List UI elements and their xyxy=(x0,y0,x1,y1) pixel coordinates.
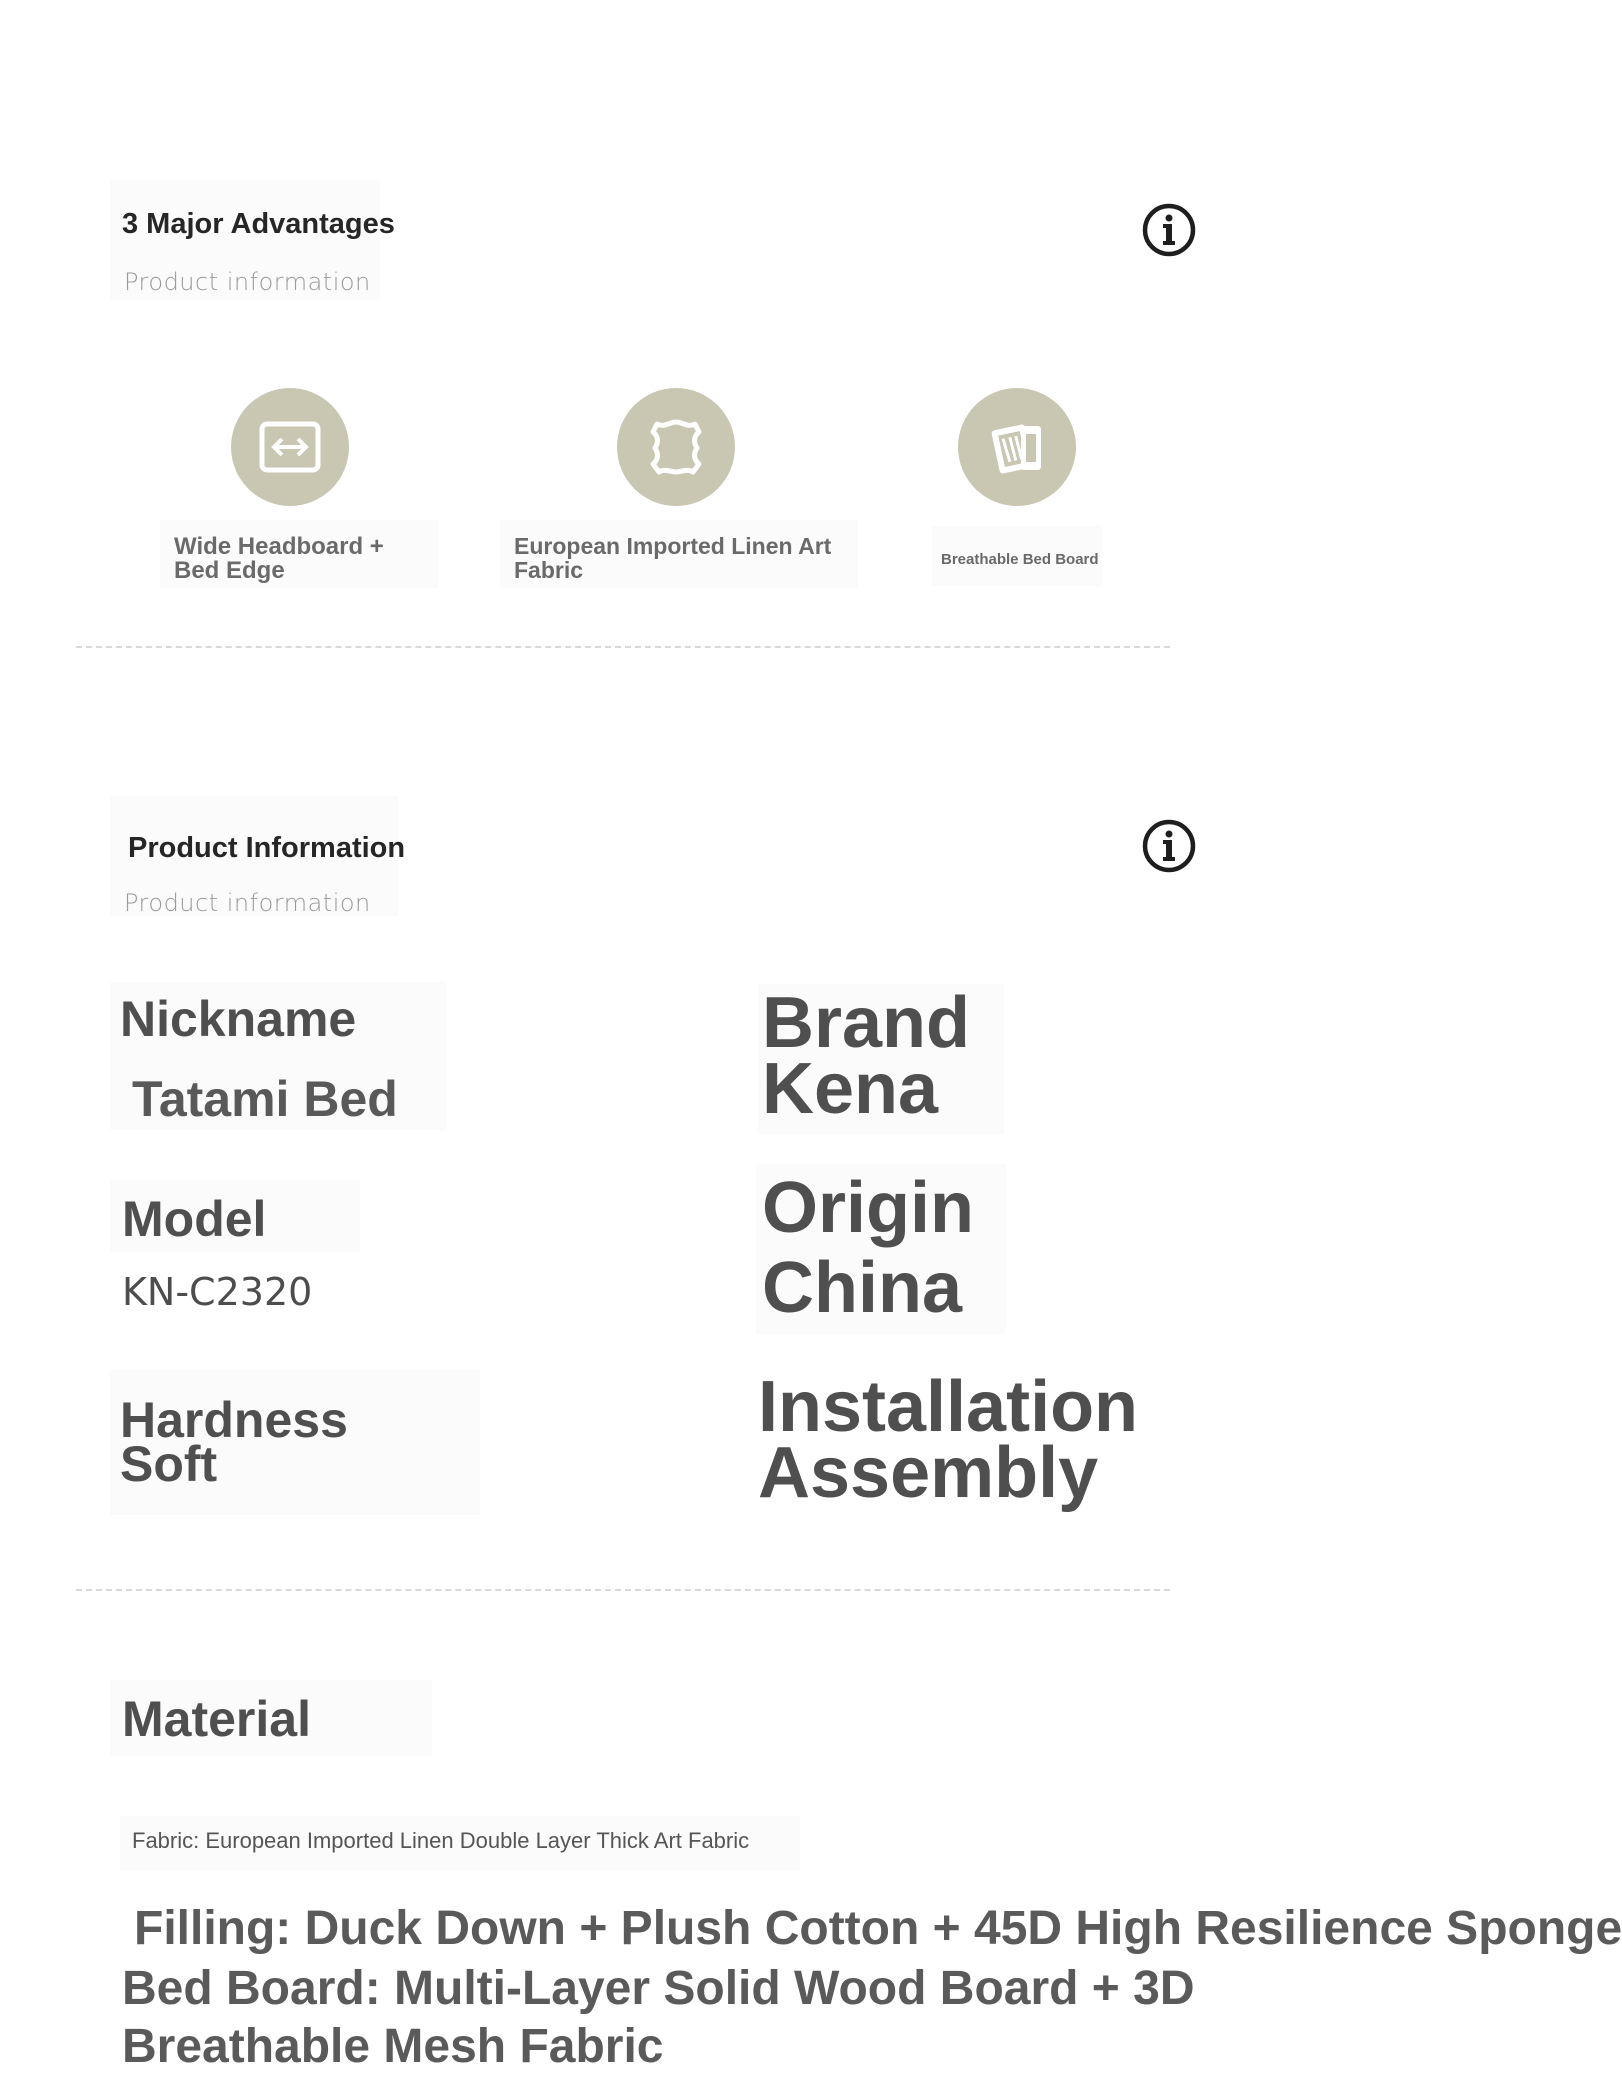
advantage-label-3: Breathable Bed Board xyxy=(941,551,1099,568)
nickname-value: Tatami Bed xyxy=(132,1071,398,1127)
material-fabric: Fabric: European Imported Linen Double Layer Thick Art Fabric xyxy=(132,1828,750,1853)
hardness-value: Soft xyxy=(120,1436,218,1492)
model-value: KN-C2320 xyxy=(122,1270,313,1314)
info-icon xyxy=(1142,819,1196,873)
origin-label: Origin xyxy=(762,1168,974,1248)
advantage-circle-3 xyxy=(958,388,1076,506)
advantage-label-2: European Imported Linen Art Fabric xyxy=(514,533,832,583)
info-icon xyxy=(1142,203,1196,257)
material-bed-board: Bed Board: Multi-Layer Solid Wood Board + 3D Breathable Mesh Fabric xyxy=(122,1962,1195,2073)
material-filling: Filling: Duck Down + Plush Cotton + 45D High Resilience Sponge xyxy=(134,1902,1622,1955)
advantages-title: 3 Major Advantages xyxy=(122,208,395,240)
brand-label: Brand xyxy=(762,983,971,1063)
advantage-label-1: Wide Headboard + Bed Edge xyxy=(174,533,384,584)
section-divider-2 xyxy=(76,1589,1170,1591)
leather-hide-icon xyxy=(645,418,707,476)
product-info-title: Product Information xyxy=(128,832,406,864)
origin-value: China xyxy=(762,1248,963,1328)
wood-boards-icon xyxy=(985,418,1049,476)
advantage-circle-2 xyxy=(617,388,735,506)
advantage-circle-1 xyxy=(231,388,349,506)
installation-value: Assembly xyxy=(758,1433,1099,1513)
section-divider-1 xyxy=(76,646,1170,648)
model-label: Model xyxy=(122,1191,267,1247)
installation-label: Installation xyxy=(758,1367,1139,1447)
brand-value: Kena xyxy=(762,1049,939,1129)
advantages-subtitle: Product information xyxy=(124,268,371,296)
nickname-label: Nickname xyxy=(120,991,357,1047)
product-info-subtitle: Product information xyxy=(124,889,371,917)
expand-arrows-icon xyxy=(259,421,321,473)
material-title: Material xyxy=(122,1691,311,1747)
hardness-label: Hardness xyxy=(120,1392,348,1448)
